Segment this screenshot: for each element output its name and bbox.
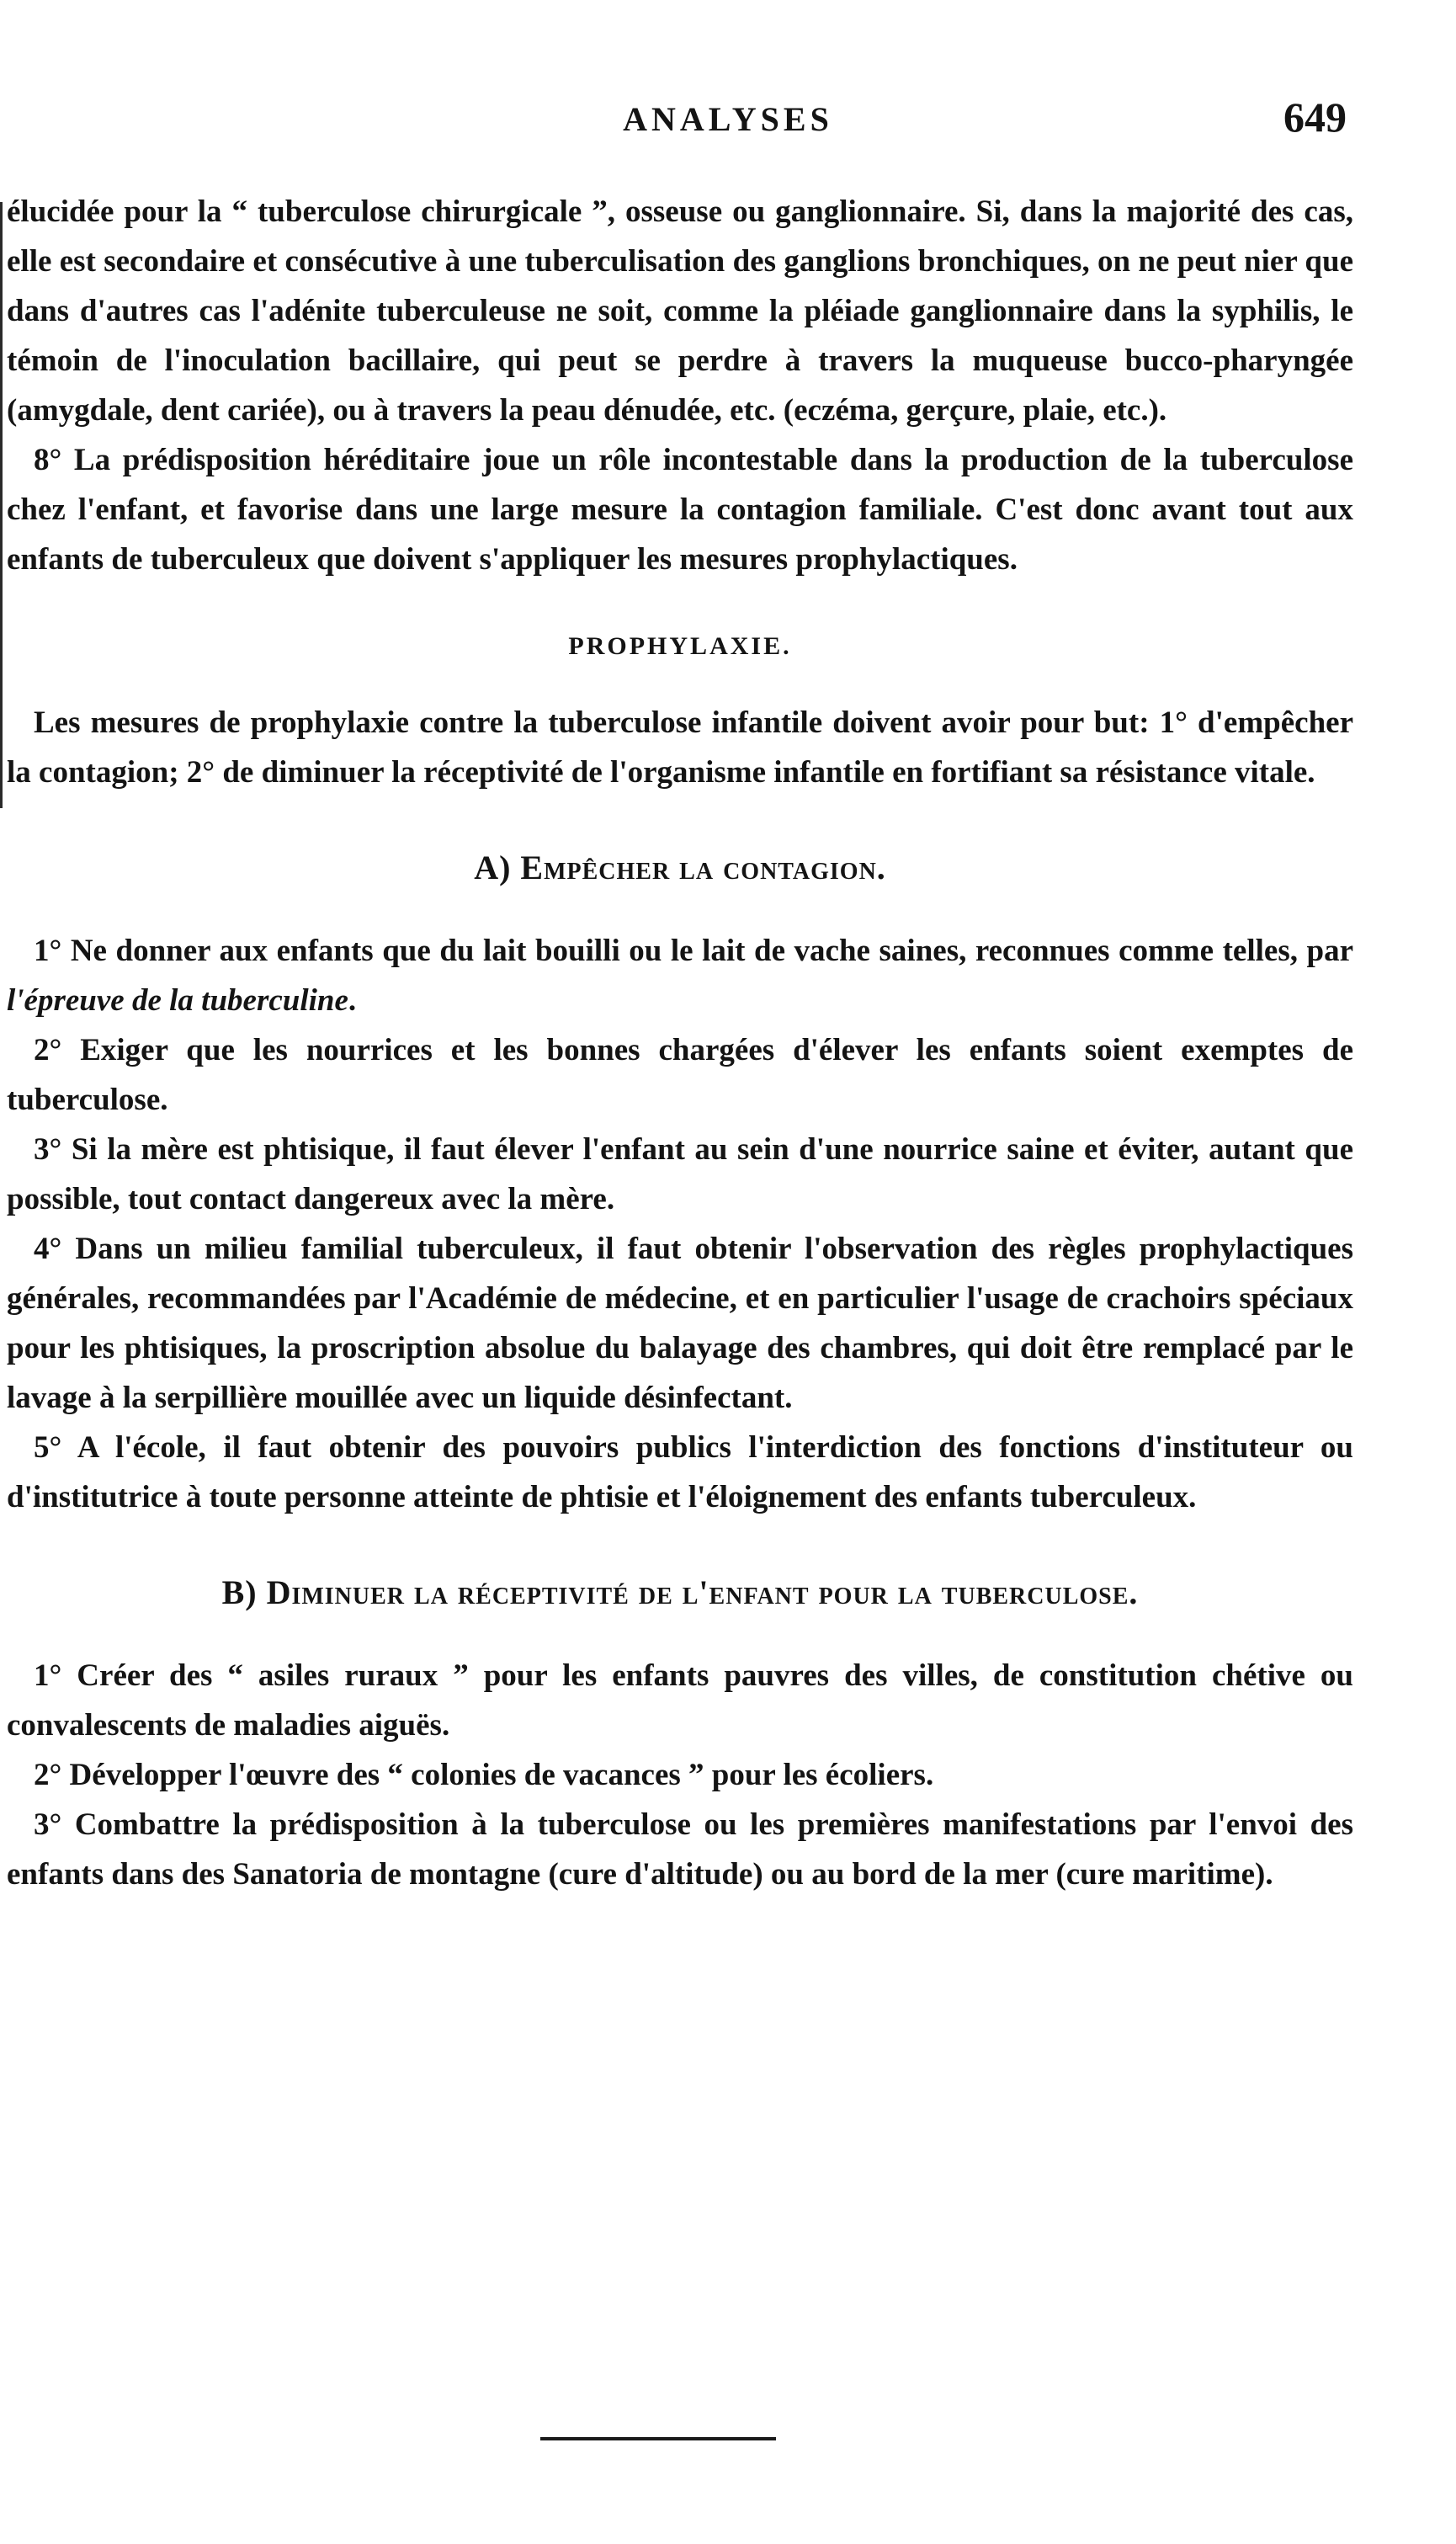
running-head: ANALYSES [623, 100, 833, 138]
paragraph-intro-1: élucidée pour la “ tuberculose chirurgicale ”, osseuse ou ganglionnaire. Si, dans la majorité des cas, elle est secondaire et consécutive à une tuberculisation des ganglions bronchiques, on ne peut nier que dans d'autres cas l'adénite tuberculeuse ne soit, comme la pléiade ganglionnaire dans la syphilis, le témoin de l'inoculation bacillaire, qui peut se perdre à travers la muqueuse bucco-pharyngée (amygdale, dent cariée), ou à travers la peau dénudée, etc. (eczéma, gerçure, plaie, etc.). [7, 194, 1353, 428]
page-header [0, 93, 1456, 160]
list-item-b3: 3° Combattre la prédisposition à la tuberculose ou les premières manifestations par l'envoi des enfants dans des Sanatoria de montagne (cure d'altitude) ou au bord de la mer (cure maritime). [7, 1807, 1353, 1892]
list-item-a1-tail: . [348, 983, 357, 1018]
list-item-a1-italic: l'épreuve de la tuberculine [7, 983, 348, 1018]
section-title-a: A) Empêcher la contagion. [474, 849, 886, 886]
list-item-a3: 3° Si la mère est phtisique, il faut élever l'enfant au sein d'une nourrice saine et éviter, autant que possible, tout contact dangereux avec la mère. [7, 1132, 1353, 1216]
page-body [7, 187, 1353, 1899]
list-item-b2: 2° Développer l'œuvre des “ colonies de vacances ” pour les écoliers. [34, 1758, 934, 1792]
list-item-a5: 5° A l'école, il faut obtenir des pouvoirs publics l'interdiction des fonctions d'instituteur ou d'institutrice à toute personne atteinte de phtisie et l'éloignement des enfants tuberculeux. [7, 1430, 1353, 1514]
page-number: 649 [1283, 93, 1347, 141]
section-title-b: B) Diminuer la réceptivité de l'enfant pour la tuberculose. [221, 1573, 1139, 1611]
list-item-a1-text: 1° Ne donner aux enfants que du lait bouilli ou le lait de vache saines, reconnues comme telles, par [34, 934, 1353, 968]
end-rule [540, 2437, 776, 2440]
section-title-prophylaxie: PROPHYLAXIE. [568, 632, 792, 660]
list-item-a1 [7, 926, 1353, 1025]
list-item-a4: 4° Dans un milieu familial tuberculeux, il faut obtenir l'observation des règles prophylactiques générales, recommandées par l'Académie de médecine, et en particulier l'usage de crachoirs spéciaux pour les phtisiques, la proscription absolue du balayage des chambres, qui doit être remplacé par le lavage à la serpillière mouillée avec un liquide désinfectant. [7, 1232, 1353, 1415]
paragraph-prophylaxie: Les mesures de prophylaxie contre la tuberculose infantile doivent avoir pour but: 1° d'empêcher la contagion; 2° de diminuer la réceptivité de l'organisme infantile en fortifiant sa résistance vitale. [7, 705, 1353, 790]
left-margin-line [0, 202, 3, 808]
list-item-b1: 1° Créer des “ asiles ruraux ” pour les enfants pauvres des villes, de constitution chétive ou convalescents de maladies aiguës. [7, 1658, 1353, 1743]
list-item-a2: 2° Exiger que les nourrices et les bonnes chargées d'élever les enfants soient exemptes de tuberculose. [7, 1033, 1353, 1117]
paragraph-intro-2: 8° La prédisposition héréditaire joue un rôle incontestable dans la production de la tuberculose chez l'enfant, et favorise dans une large mesure la contagion familiale. C'est donc avant tout aux enfants de tuberculeux que doivent s'appliquer les mesures prophylactiques. [7, 443, 1353, 577]
